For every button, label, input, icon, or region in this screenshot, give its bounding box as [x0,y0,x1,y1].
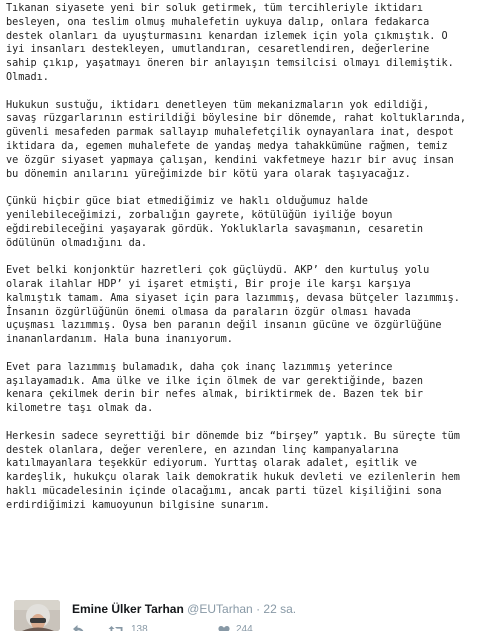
statement-line: uçuşması lazımmış. Oysa ben paranın değil insanın gücüne ve özgürlüğüne [6,320,442,332]
statement-line: ve özgür siyaset yapmaya çalışan, kendini vakfetmeye hazır bir avuç insan [6,154,454,166]
reply-icon [72,624,85,631]
tweet-timestamp[interactable]: 22 sa. [263,602,297,616]
statement-line: haklı mücadelesinin içinde olacağımı, ancak parti tüzel kişiliğini sona [6,485,442,497]
avatar[interactable] [14,600,60,631]
like-count: 244 [236,624,253,631]
like-button[interactable] [218,624,253,631]
statement-paragraph [6,99,497,182]
statement-paragraph [6,361,497,416]
statement-paragraph [6,430,497,513]
statement-line: ödülünün olmadığını da. [6,237,148,249]
retweet-button[interactable] [108,624,148,631]
retweet-count: 138 [131,624,148,631]
statement-text [6,2,497,526]
statement-line: Evet belki konjonktür hazretleri çok güçlüydü. AKP’ den kurtuluş yolu [6,265,430,277]
meta-separator: · [256,602,261,616]
statement-line: Hukukun sustuğu, iktidarı denetleyen tüm mekanizmaların yok edildiği, [6,99,430,111]
statement-line: Evet para lazımmış bulamadık, daha çok inanç lazımmış yeterince [6,361,393,373]
statement-line: bu dönemin anılarını yüreğimizde bir kötü yara olarak taşıyacağız. [6,168,411,180]
statement-paragraph [6,195,497,250]
statement-line: kenara çekilmek derin bir nefes almak, biriktirmek de. Bazen tek bir [6,389,424,401]
statement-line: yenilebileceğimizi, zorbalığın gayrete, kötülüğün iyiliğe boyun [6,209,393,221]
statement-line: Olmadı. [6,71,49,83]
statement-line: destek olanları da uyuşturmasını kenardan izlemek için yola çıkmıştık. O [6,30,448,42]
statement-line: aşılayamadık. Ama ülke ve ilke için ölmek de var gerektiğinde, bazen [6,375,424,387]
tweet-author-row [72,602,296,616]
statement-line: besleyen, ona teslim olmuş muhalefetin uykuya dalıp, onlara fedakarca [6,16,430,28]
statement-line: güvenli mesafeden parmak sallayıp muhalefetçilik oynayanlara inat, despot [6,127,454,139]
statement-line: Çünkü hiçbir güce biat etmediğimiz ve haklı olduğumuz halde [6,196,368,208]
statement-line: erdirdiğimizi kamuoyunun bilgisine sunarım. [6,499,270,511]
statement-line: Tıkanan siyasete yeni bir soluk getirmek, tüm tercihleriyle iktidarı [6,3,424,14]
statement-line: sahip çıkıp, yaşatmayı öneren bir anlayışın temsilcisi olmayı dilemiştik. [6,58,454,70]
statement-line: iyi insanları destekleyen, umutlandıran, cesaretlendiren, değerlerine [6,44,430,56]
statement-line: kilometre taşı olmak da. [6,403,154,415]
heart-icon [218,625,230,631]
statement-line: İnsanın özgürlüğünün önemi olmasa da paraların özgür olması havada [6,306,411,318]
statement-line: olarak ilahlar HDP’ yi işaret etmişti, Bir proje ile karşı karşıya [6,278,411,290]
statement-line: kardeşlik, hukukçu olarak laik demokratik hukuk devleti ve ezilenlerin hem [6,472,460,484]
statement-line: destek olanlara, değer verenlere, en azından linç kampanyalarına [6,444,399,456]
statement-line: kalmıştık tamam. Ama siyaset için para lazımmış, devasa bütçeler lazımmış. [6,292,460,304]
statement-line: inananlardanım. Hala buna inanıyorum. [6,334,233,346]
display-name[interactable]: Emine Ülker Tarhan [72,602,184,616]
reply-button[interactable] [72,624,85,631]
statement-line: savaş rüzgarlarının estirildiği böylesine bir dönemde, rahat koltuklarında, [6,113,467,125]
statement-paragraph [6,264,497,347]
statement-paragraph [6,2,497,85]
statement-line: iktidara da, egemen muhalefete de yandaş medya tahakkümüne rağmen, temiz [6,140,448,152]
statement-line: Herkesin sadece seyrettiği bir dönemde biz “birşey” yaptık. Bu süreçte tüm [6,430,460,442]
user-handle[interactable]: @EUTarhan [187,602,253,616]
tweet-footer [0,600,497,631]
statement-line: eğdirebileceğini yaşayarak gördük. Yokluklarla savaşmanın, cesaretin [6,223,424,235]
statement-line: katılmayanlara teşekkür ediyorum. Yurttaş olarak adalet, eşitlik ve [6,458,417,470]
avatar-photo [14,600,60,631]
retweet-icon [108,625,125,631]
